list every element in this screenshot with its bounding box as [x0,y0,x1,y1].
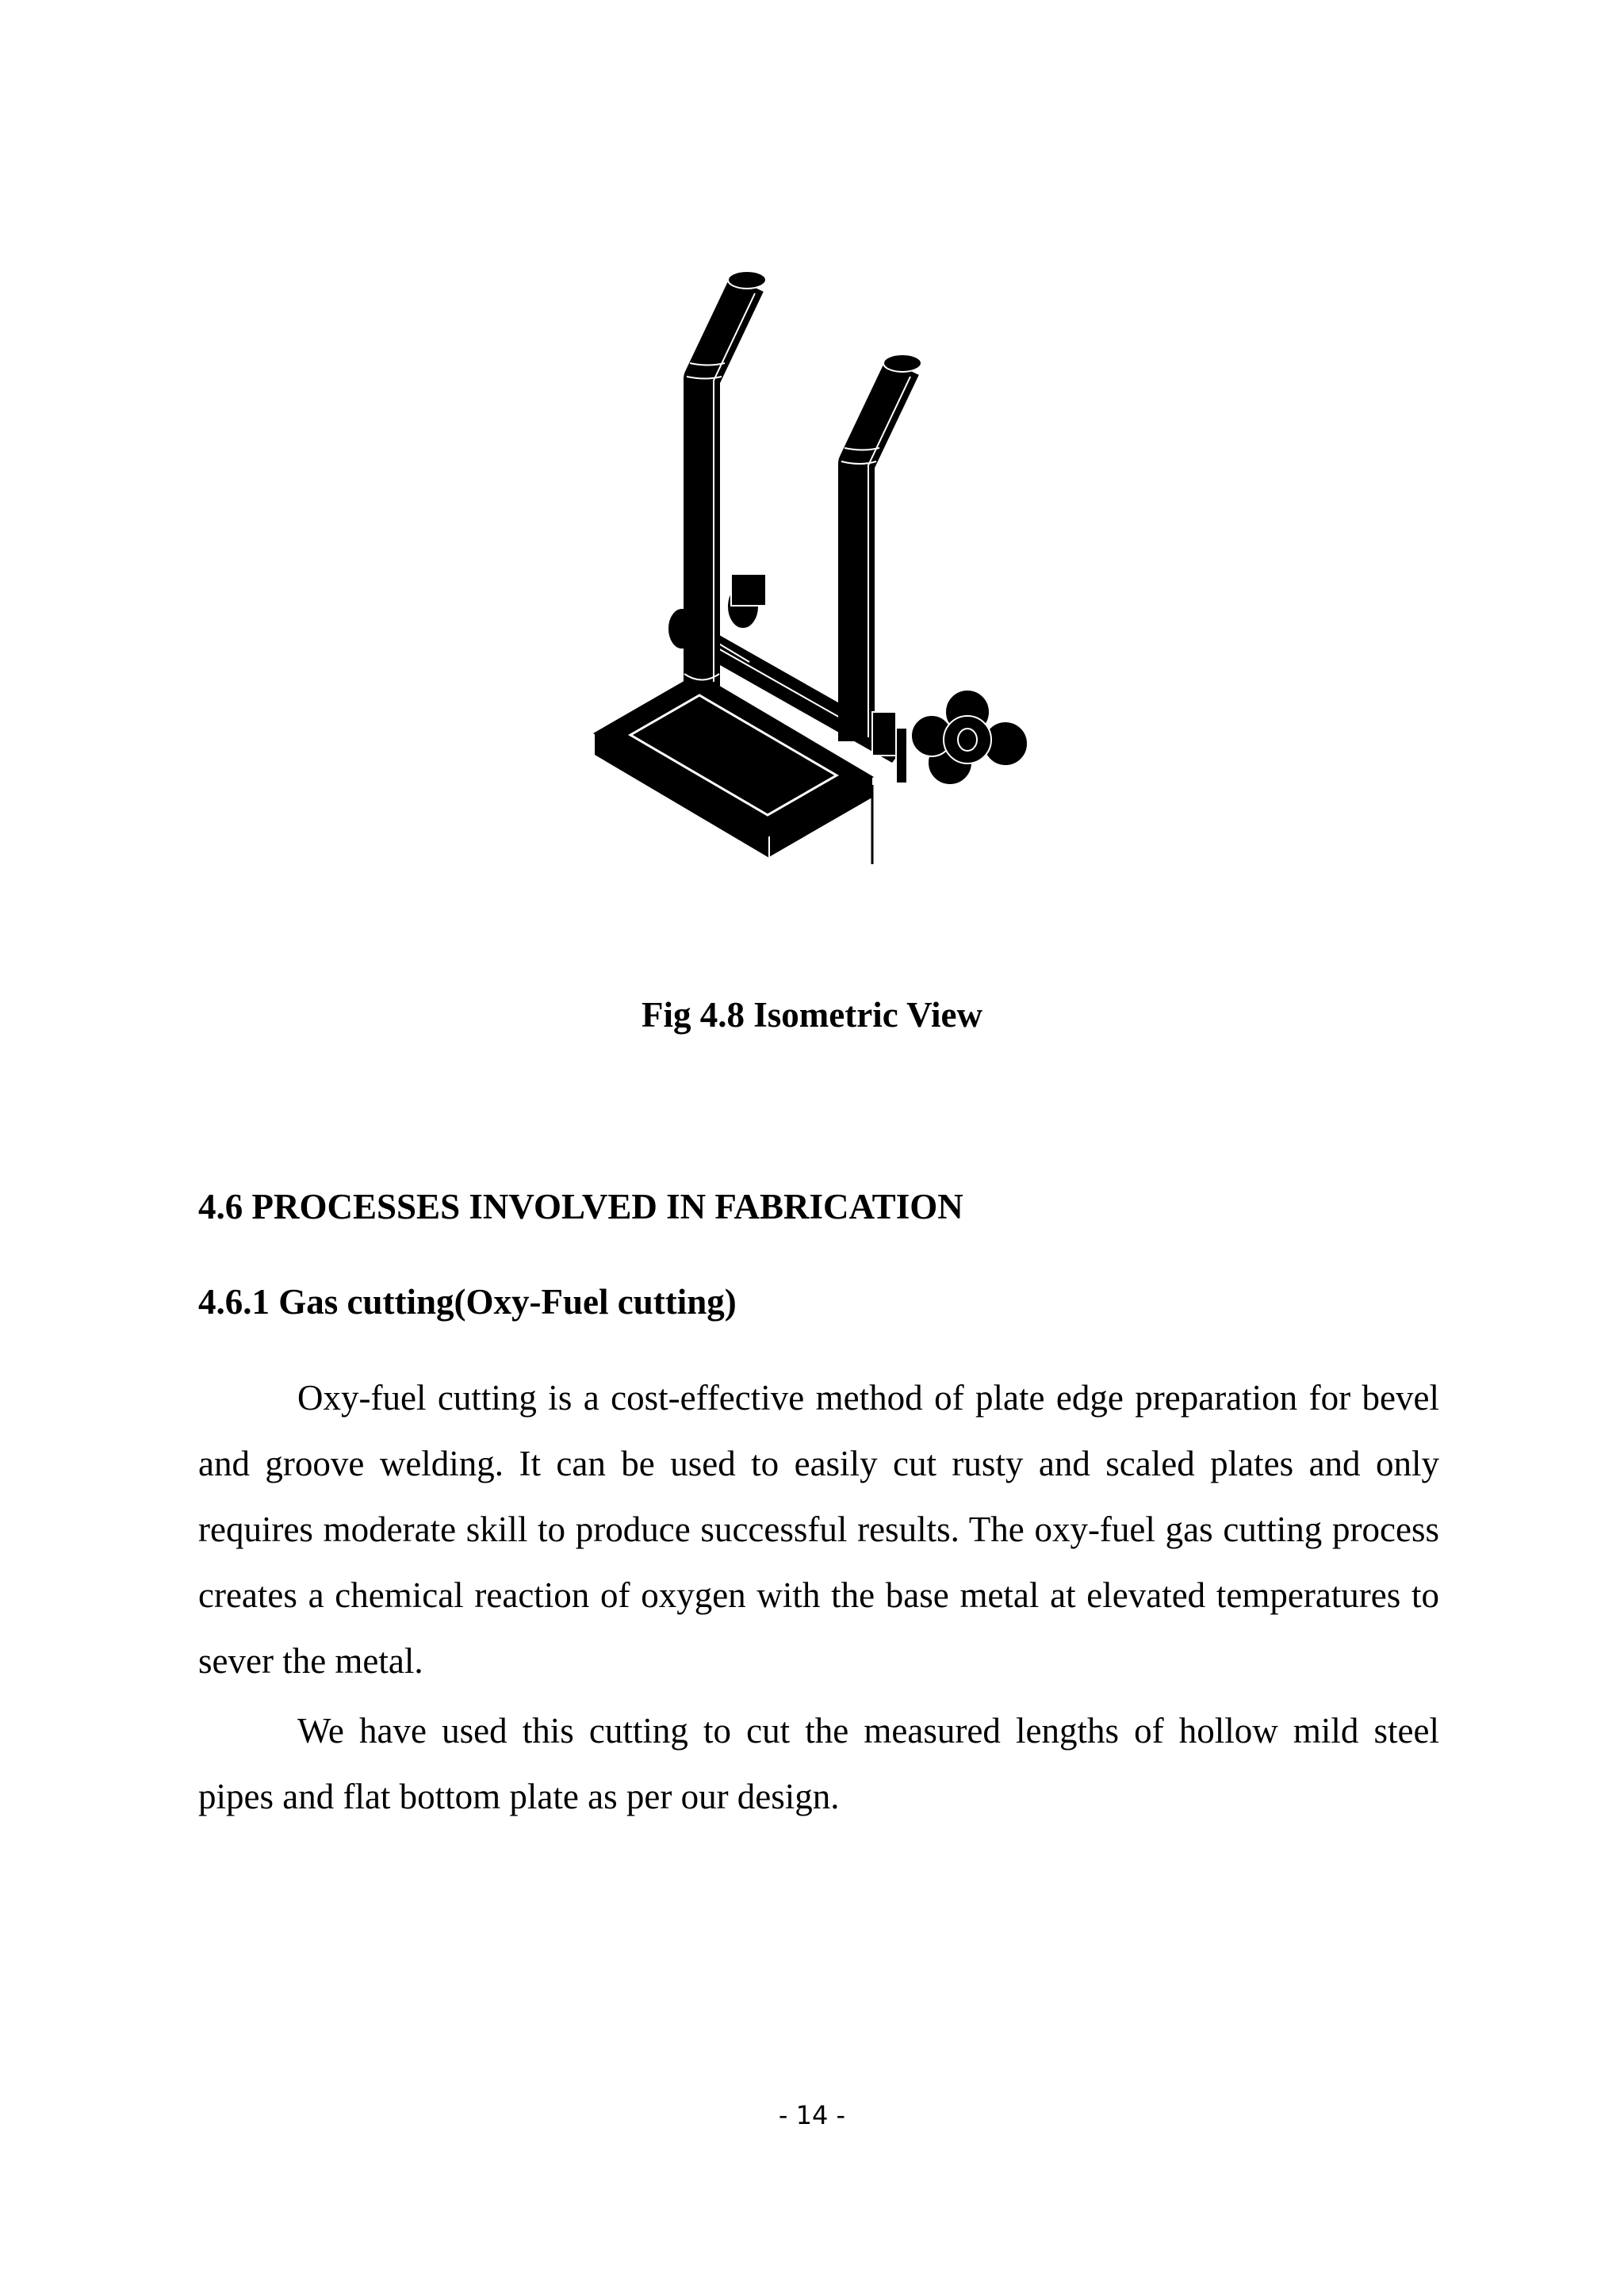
page-number: - 14 - [778,2100,846,2130]
figure-caption: Fig 4.8 Isometric View [642,995,982,1035]
paragraph-text: Oxy-fuel cutting is a cost-effective method of plate edge preparation for bevel and groove welding. It can be used to easily cut rusty and scaled plates and only requires moderate skill to produce successful results. The oxy-fuel gas cutting process creates a chemical reaction of oxygen with the base metal at elevated temperatures to sever the metal. [198,1378,1439,1681]
isometric-view-figure [555,262,1063,880]
paragraph-usage [198,1698,1439,1830]
isometric-frame-drawing-icon [555,262,1063,880]
section-heading: 4.6 PROCESSES INVOLVED IN FABRICATION [198,1187,963,1226]
paragraph-oxy-fuel-cutting [198,1365,1439,1694]
paragraph-text: We have used this cutting to cut the measured lengths of hollow mild steel pipes and flat bottom plate as per our design. [198,1711,1439,1816]
subsection-heading: 4.6.1 Gas cutting(Oxy-Fuel cutting) [198,1282,737,1322]
